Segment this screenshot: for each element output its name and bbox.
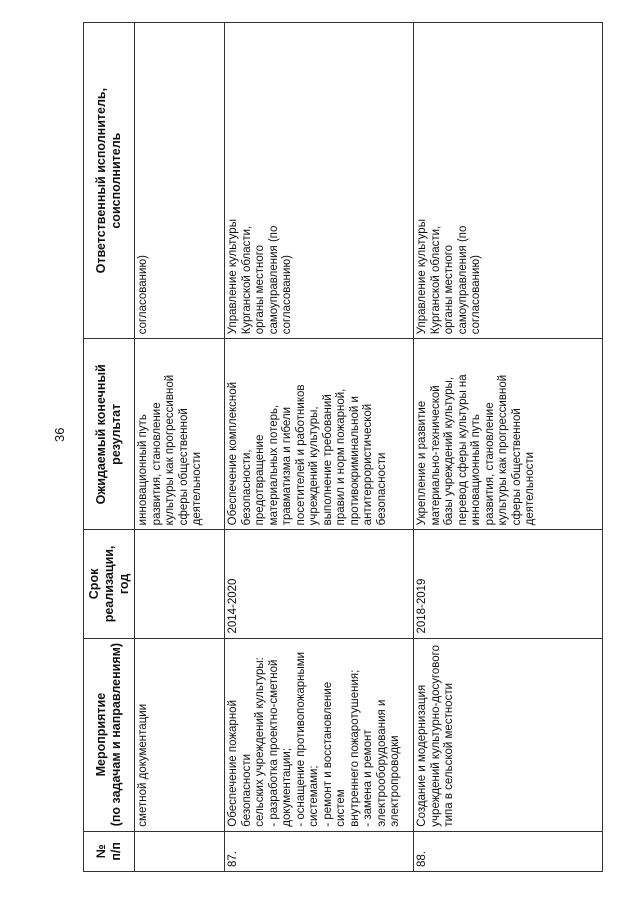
cell-term: 2018-2019 xyxy=(414,530,603,638)
cell-term xyxy=(135,530,225,638)
header-executor: Ответственный исполнитель, соисполнитель xyxy=(84,23,135,339)
cell-num: 87. xyxy=(225,831,414,871)
measures-table xyxy=(83,22,603,872)
cell-executor: Управление культуры Курганской области, органы местного самоуправления (по согласованию) xyxy=(225,23,414,339)
cell-executor: Управление культуры Курганской области, органы местного самоуправления (по согласованию) xyxy=(414,23,603,339)
header-event: Мероприятие (по задачам и направлениям) xyxy=(84,638,135,831)
cell-num xyxy=(135,831,225,871)
table-row xyxy=(135,23,225,872)
cell-num: 88. xyxy=(414,831,603,871)
header-num: № п/п xyxy=(84,831,135,871)
cell-result: Обеспечение комплексной безопасности, предотвращение материальных потерь, травматизма и гибели посетителей и работников учреждений культуры, выполнение требований правил и норм пожарной, противокриминальной и антитеррористической безопасности xyxy=(225,339,414,530)
cell-event: Создание и модернизация учреждений культурно-досугового типа в сельской местности xyxy=(414,638,603,831)
cell-event: сметной документации xyxy=(135,638,225,831)
table-row xyxy=(225,23,414,872)
cell-result: инновационный путь развития, становление культуры как прогрессивной сферы общественной деятельности xyxy=(135,339,225,530)
page-number: 36 xyxy=(52,427,67,442)
cell-term: 2014-2020 xyxy=(225,530,414,638)
table-row xyxy=(414,23,603,872)
cell-event: Обеспечение пожарной безопасности сельских учреждений культуры: - разработка проектно-сметной документации; - оснащение противопожарными системами; - ремонт и восстановление систем внутреннего пожаротушения; - замена и ремонт электрооборудования и электропроводки xyxy=(225,638,414,831)
table-header-row xyxy=(84,23,135,872)
cell-result: Укрепление и развитие материально-технической базы учреждений культуры, перевод сферы культуры на инновационный путь развития, становление культуры как прогрессивной сферы общественной деятельности xyxy=(414,339,603,530)
header-result: Ожидаемый конечный результат xyxy=(84,339,135,530)
header-term: Срок реализации, год xyxy=(84,530,135,638)
rotated-table-container xyxy=(83,22,563,872)
cell-executor: согласованию) xyxy=(135,23,225,339)
